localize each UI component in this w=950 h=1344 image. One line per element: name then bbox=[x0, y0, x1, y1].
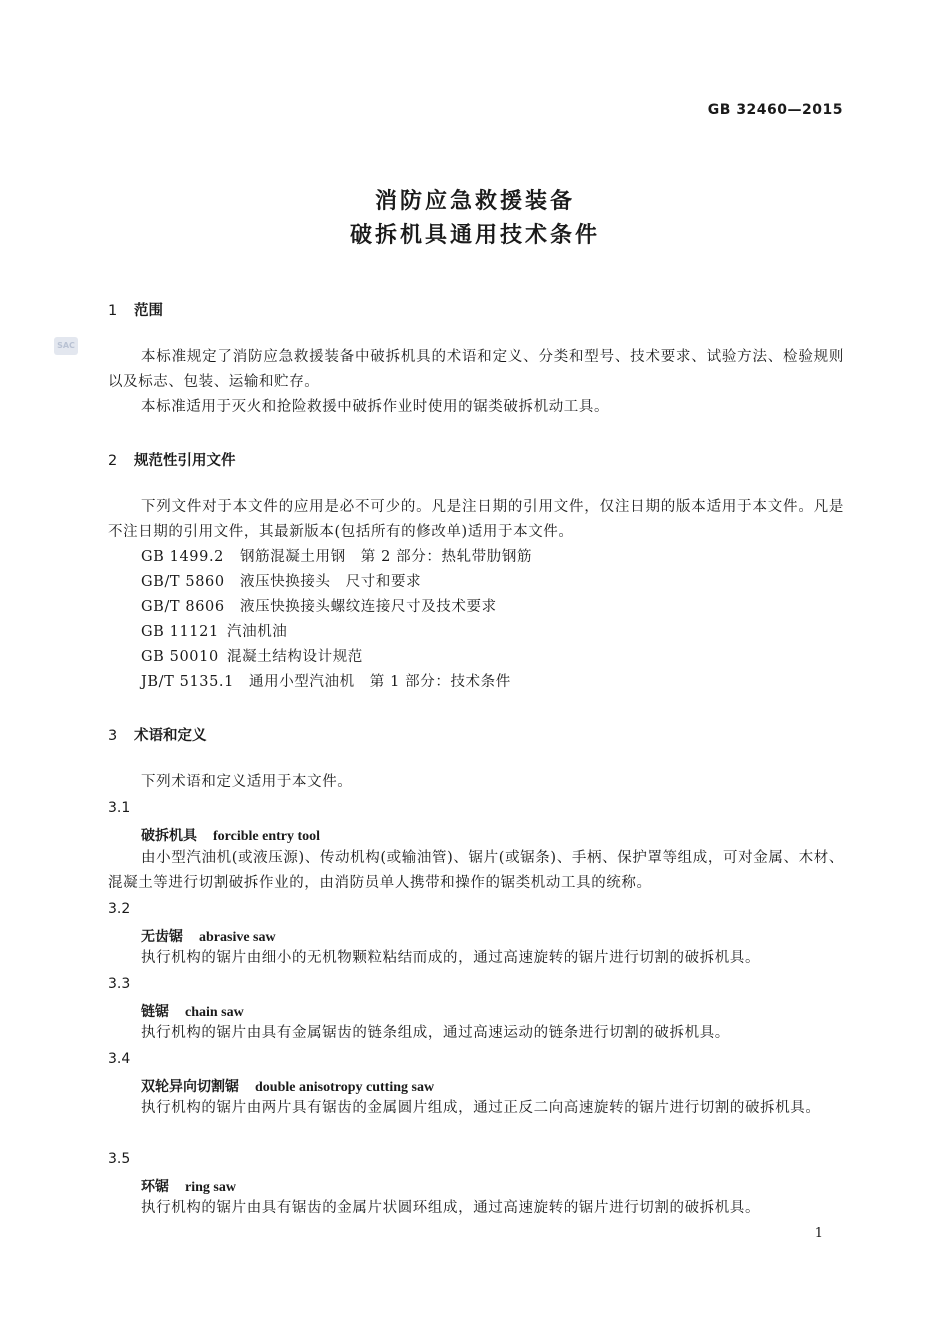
term-name bbox=[141, 1076, 434, 1096]
term-definition: 由小型汽油机(或液压源)、传动机构(或输油管)、锯片(或锯条)、手柄、保护罩等组成，可对金属、木材、混凝土等进行切割破拆作业的，由消防员单人携带和操作的锯类机动工具的统称。 bbox=[108, 850, 844, 891]
term-definition: 执行机构的锯片由具有锯齿的金属片状圆环组成，通过高速旋转的锯片进行切割的破拆机具。 bbox=[141, 1200, 761, 1216]
reference-item bbox=[141, 595, 497, 620]
reference-title: 汽油机油 bbox=[227, 624, 288, 640]
reference-code: GB 1499.2 bbox=[141, 549, 224, 565]
term-name bbox=[141, 825, 320, 845]
term-name bbox=[141, 926, 276, 946]
page-number: 1 bbox=[814, 1226, 823, 1241]
reference-title: 钢筋混凝土用钢 第 2 部分：热轧带肋钢筋 bbox=[240, 549, 533, 565]
term-number: 3.3 bbox=[108, 976, 131, 992]
reference-item bbox=[141, 620, 287, 645]
term-chinese: 链锯 bbox=[141, 1004, 169, 1020]
section-number: 2 bbox=[108, 453, 118, 469]
reference-code: GB 11121 bbox=[141, 624, 219, 640]
term-english: chain saw bbox=[185, 1005, 244, 1020]
reference-title: 液压快换接头螺纹连接尺寸及技术要求 bbox=[240, 599, 497, 615]
reference-title: 通用小型汽油机 第 1 部分：技术条件 bbox=[249, 674, 511, 690]
title-line-2: 破拆机具通用技术条件 bbox=[349, 223, 600, 248]
standard-code: GB 32460—2015 bbox=[707, 102, 843, 118]
term-chinese: 破拆机具 bbox=[141, 828, 197, 844]
term-definition: 执行机构的锯片由两片具有锯齿的金属圆片组成，通过正反二向高速旋转的锯片进行切割的破拆机具。 bbox=[141, 1100, 821, 1116]
paragraph: 下列术语和定义适用于本文件。 bbox=[141, 774, 353, 790]
reference-title: 液压快换接头 尺寸和要求 bbox=[240, 574, 422, 590]
section-2-heading bbox=[108, 449, 236, 470]
section-1-heading bbox=[108, 299, 163, 320]
reference-item bbox=[141, 645, 363, 670]
term-number: 3.4 bbox=[108, 1051, 131, 1067]
section-title: 规范性引用文件 bbox=[134, 453, 236, 469]
section-number: 1 bbox=[108, 303, 118, 319]
term-name bbox=[141, 1001, 244, 1021]
paragraph: 下列文件对于本文件的应用是必不可少的。凡是注日期的引用文件，仅注日期的版本适用于本文件。凡是不注日期的引用文件，其最新版本(包括所有的修改单)适用于本文件。 bbox=[108, 499, 844, 540]
section-3-heading bbox=[108, 724, 207, 745]
title-line-1: 消防应急救援装备 bbox=[374, 189, 575, 214]
reference-code: GB 50010 bbox=[141, 649, 219, 665]
reference-code: JB/T 5135.1 bbox=[141, 674, 234, 690]
term-number: 3.2 bbox=[108, 901, 131, 917]
term-number: 3.5 bbox=[108, 1151, 131, 1167]
section-title: 术语和定义 bbox=[134, 728, 207, 744]
reference-code: GB/T 8606 bbox=[141, 599, 225, 615]
term-number: 3.1 bbox=[108, 800, 131, 816]
section-number: 3 bbox=[108, 728, 118, 744]
reference-item bbox=[141, 570, 421, 595]
term-english: double anisotropy cutting saw bbox=[255, 1080, 435, 1095]
term-name bbox=[141, 1176, 236, 1196]
term-english: ring saw bbox=[185, 1180, 236, 1195]
term-chinese: 双轮异向切割锯 bbox=[141, 1079, 239, 1095]
section-title: 范围 bbox=[134, 303, 163, 319]
paragraph: 本标准适用于灭火和抢险救援中破拆作业时使用的锯类破拆机动工具。 bbox=[141, 399, 610, 415]
reference-item bbox=[141, 670, 511, 695]
term-definition: 执行机构的锯片由具有金属锯齿的链条组成，通过高速运动的链条进行切割的破拆机具。 bbox=[141, 1025, 730, 1041]
sac-logo-icon: SAC bbox=[54, 337, 78, 355]
term-english: forcible entry tool bbox=[213, 829, 321, 844]
term-definition: 执行机构的锯片由细小的无机物颗粒粘结而成的，通过高速旋转的锯片进行切割的破拆机具。 bbox=[141, 950, 761, 966]
reference-item bbox=[141, 545, 532, 570]
reference-title: 混凝土结构设计规范 bbox=[227, 649, 363, 665]
term-chinese: 环锯 bbox=[141, 1179, 169, 1195]
reference-code: GB/T 5860 bbox=[141, 574, 225, 590]
term-english: abrasive saw bbox=[199, 930, 276, 945]
term-chinese: 无齿锯 bbox=[141, 929, 183, 945]
paragraph: 本标准规定了消防应急救援装备中破拆机具的术语和定义、分类和型号、技术要求、试验方法、检验规则以及标志、包装、运输和贮存。 bbox=[108, 349, 844, 390]
